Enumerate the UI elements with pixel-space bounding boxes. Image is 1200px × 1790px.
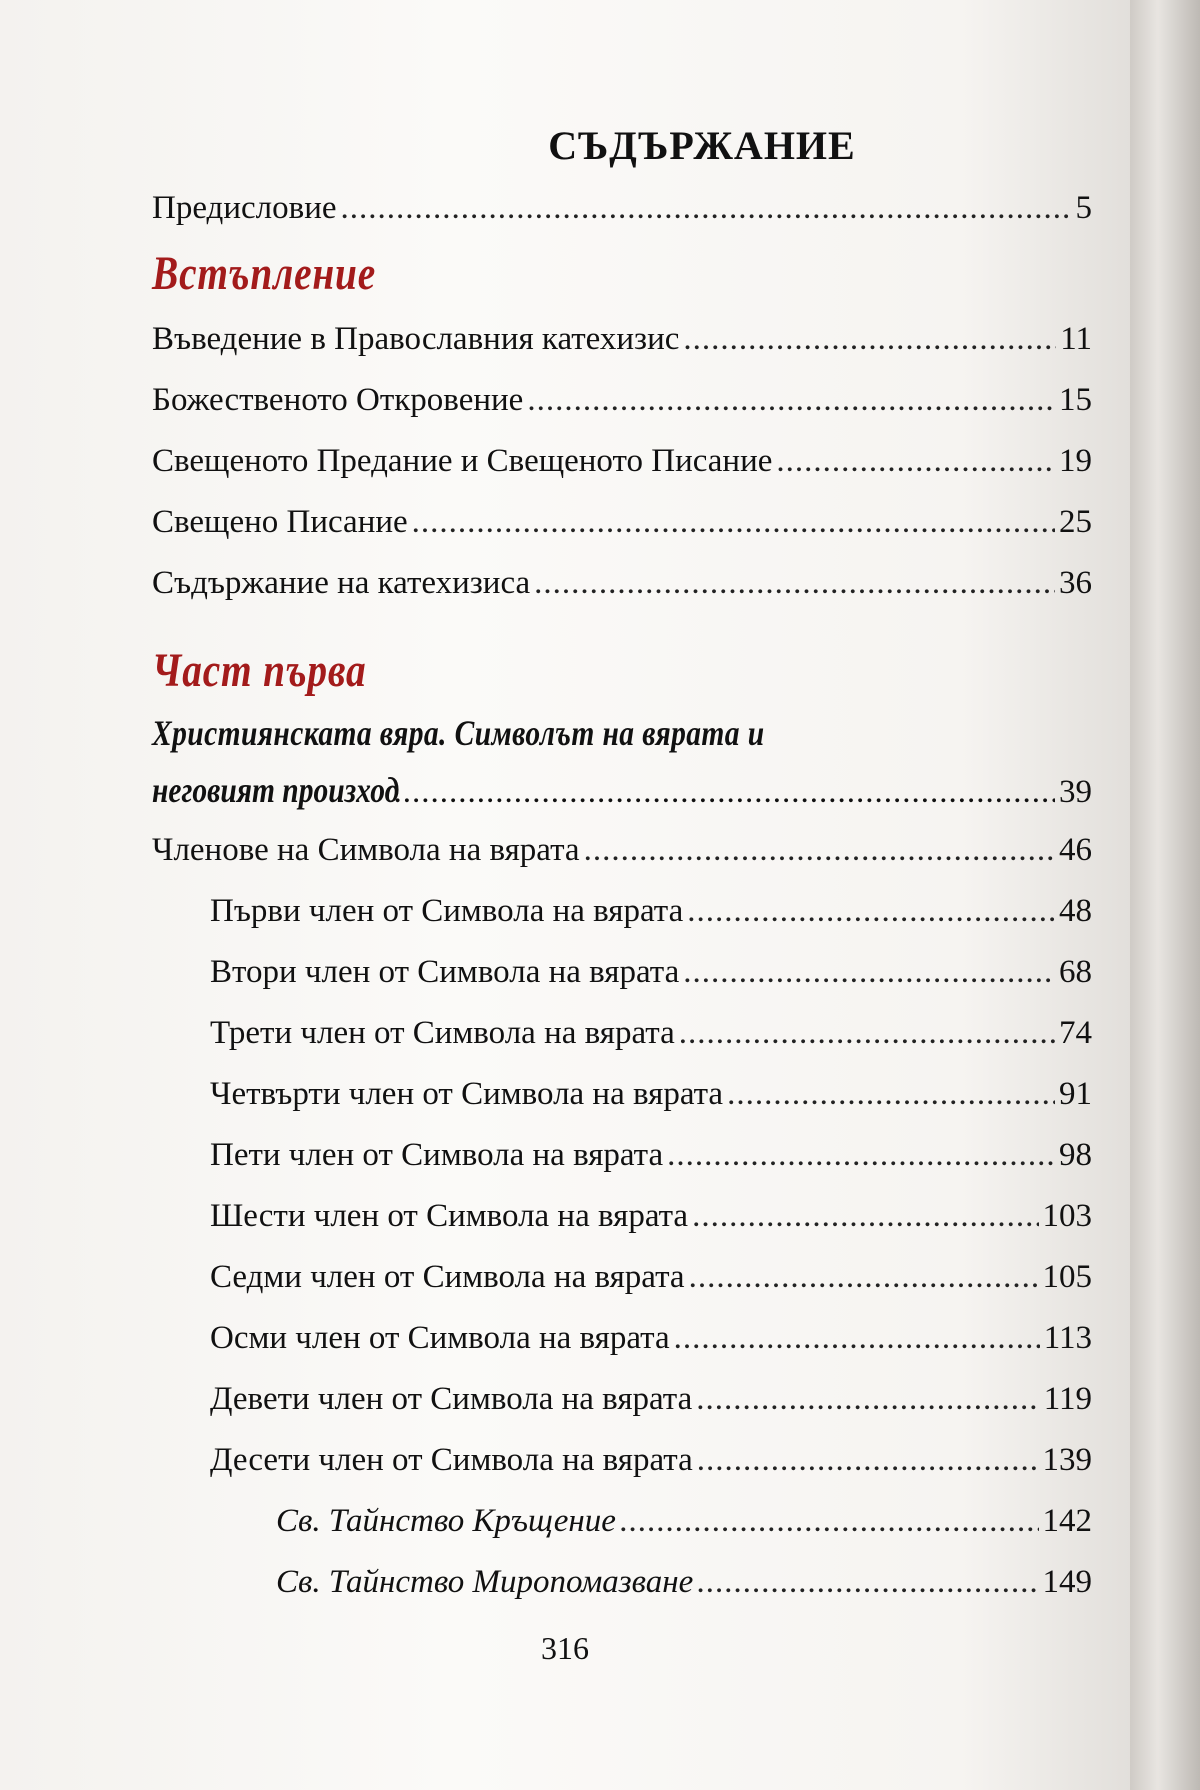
toc-entry-label: Втори член от Символа на вярата	[210, 954, 680, 990]
toc-entry	[152, 309, 1092, 370]
toc-entry-page: 98	[1059, 1137, 1092, 1173]
toc-entry-label: Осми член от Символа на вярата	[210, 1320, 670, 1356]
toc-entry-label: Девети член от Символа на вярата	[210, 1381, 693, 1417]
toc-entry-page: 139	[1042, 1442, 1092, 1478]
dot-leader	[534, 553, 1055, 614]
toc-entry	[152, 370, 1092, 431]
toc-entry-page: 5	[1075, 190, 1092, 226]
dot-leader	[776, 431, 1055, 492]
toc-entry	[152, 1125, 1092, 1186]
toc-entry-page: 68	[1059, 954, 1092, 990]
toc-entry-page: 74	[1059, 1015, 1092, 1051]
toc-entry-label: Десети член от Символа на вярата	[210, 1442, 693, 1478]
page-edge	[1130, 0, 1200, 1790]
dot-leader	[674, 1308, 1040, 1369]
dot-leader	[697, 1430, 1039, 1491]
toc-entry-page: 119	[1043, 1381, 1092, 1417]
toc-entry-label: Шести член от Символа на вярата	[210, 1198, 689, 1234]
dot-leader	[727, 1064, 1055, 1125]
table-of-contents	[152, 120, 1092, 1613]
toc-entry-label: Св. Тайнство Миропомазване	[276, 1564, 694, 1600]
toc-entry	[152, 431, 1092, 492]
dot-leader	[683, 309, 1056, 370]
toc-heading: СЪДЪРЖАНИЕ	[548, 123, 856, 168]
dot-leader	[687, 881, 1055, 942]
chapter-title-line: неговият произход	[152, 770, 400, 810]
dot-leader	[679, 1003, 1055, 1064]
toc-entry-page: 15	[1059, 382, 1092, 418]
toc-entry-label: Свещеното Предание и Свещеното Писание	[152, 443, 773, 479]
toc-entry-label: Членове на Символа на вярата	[152, 832, 580, 868]
toc-entry	[152, 1003, 1092, 1064]
section-heading-intro: Встъпление	[152, 247, 377, 300]
dot-leader	[696, 1369, 1039, 1430]
toc-entry-page: 36	[1059, 565, 1092, 601]
toc-entry	[152, 881, 1092, 942]
chapter-entry	[152, 760, 1092, 820]
toc-entry	[152, 1064, 1092, 1125]
toc-entry-page: 39	[1059, 774, 1092, 810]
toc-entry-page: 11	[1060, 321, 1092, 357]
toc-entry-label: Първи член от Символа на вярата	[210, 893, 684, 929]
dot-leader	[393, 762, 1055, 822]
dot-leader	[412, 492, 1055, 553]
toc-entry	[152, 553, 1092, 614]
dot-leader	[341, 178, 1072, 239]
toc-entry-label: Пети член от Символа на вярата	[210, 1137, 664, 1173]
toc-entry	[152, 1247, 1092, 1308]
toc-subentry	[152, 1491, 1092, 1552]
dot-leader	[689, 1247, 1039, 1308]
toc-entry	[152, 1186, 1092, 1247]
toc-entry-label: Свещено Писание	[152, 504, 408, 540]
toc-entry-label: Четвърти член от Символа на вярата	[210, 1076, 724, 1112]
toc-entry	[152, 1308, 1092, 1369]
toc-entry-page: 46	[1059, 832, 1092, 868]
dot-leader	[667, 1125, 1055, 1186]
toc-entry-preface	[152, 178, 1092, 239]
toc-entry-page: 25	[1059, 504, 1092, 540]
toc-entry-page: 19	[1059, 443, 1092, 479]
toc-entry-label: Божественото Откровение	[152, 382, 524, 418]
dot-leader	[697, 1552, 1038, 1613]
toc-entry-page: 149	[1042, 1564, 1092, 1600]
section-heading-part1: Част първа	[152, 644, 367, 697]
toc-entry-page: 48	[1059, 893, 1092, 929]
dot-leader	[692, 1186, 1038, 1247]
toc-entry-label: Седми член от Символа на вярата	[210, 1259, 685, 1295]
toc-entry-page: 142	[1042, 1503, 1092, 1539]
toc-entry-label: Св. Тайнство Кръщение	[276, 1503, 616, 1539]
toc-entry-page: 113	[1043, 1320, 1092, 1356]
toc-entry	[152, 942, 1092, 1003]
toc-entry-members	[152, 820, 1092, 881]
dot-leader	[527, 370, 1055, 431]
dot-leader	[620, 1491, 1039, 1552]
toc-entry	[152, 492, 1092, 553]
toc-entry-label: Съдържание на катехизиса	[152, 565, 531, 601]
toc-entry-page: 103	[1042, 1198, 1092, 1234]
toc-entry-page: 91	[1059, 1076, 1092, 1112]
toc-entry-page: 105	[1042, 1259, 1092, 1295]
dot-leader	[683, 942, 1055, 1003]
toc-entry-label: Предисловие	[152, 190, 337, 226]
page-number: 316	[541, 1630, 589, 1666]
toc-entry-label: Въведение в Православния катехизис	[152, 321, 680, 357]
chapter-title	[152, 706, 1092, 760]
dot-leader	[584, 820, 1055, 881]
toc-entry	[152, 1369, 1092, 1430]
toc-subentry	[152, 1552, 1092, 1613]
toc-entry	[152, 1430, 1092, 1491]
toc-entry-label: Трети член от Символа на вярата	[210, 1015, 675, 1051]
chapter-title-line: Християнската вяра. Символът на вярата и	[152, 713, 765, 753]
